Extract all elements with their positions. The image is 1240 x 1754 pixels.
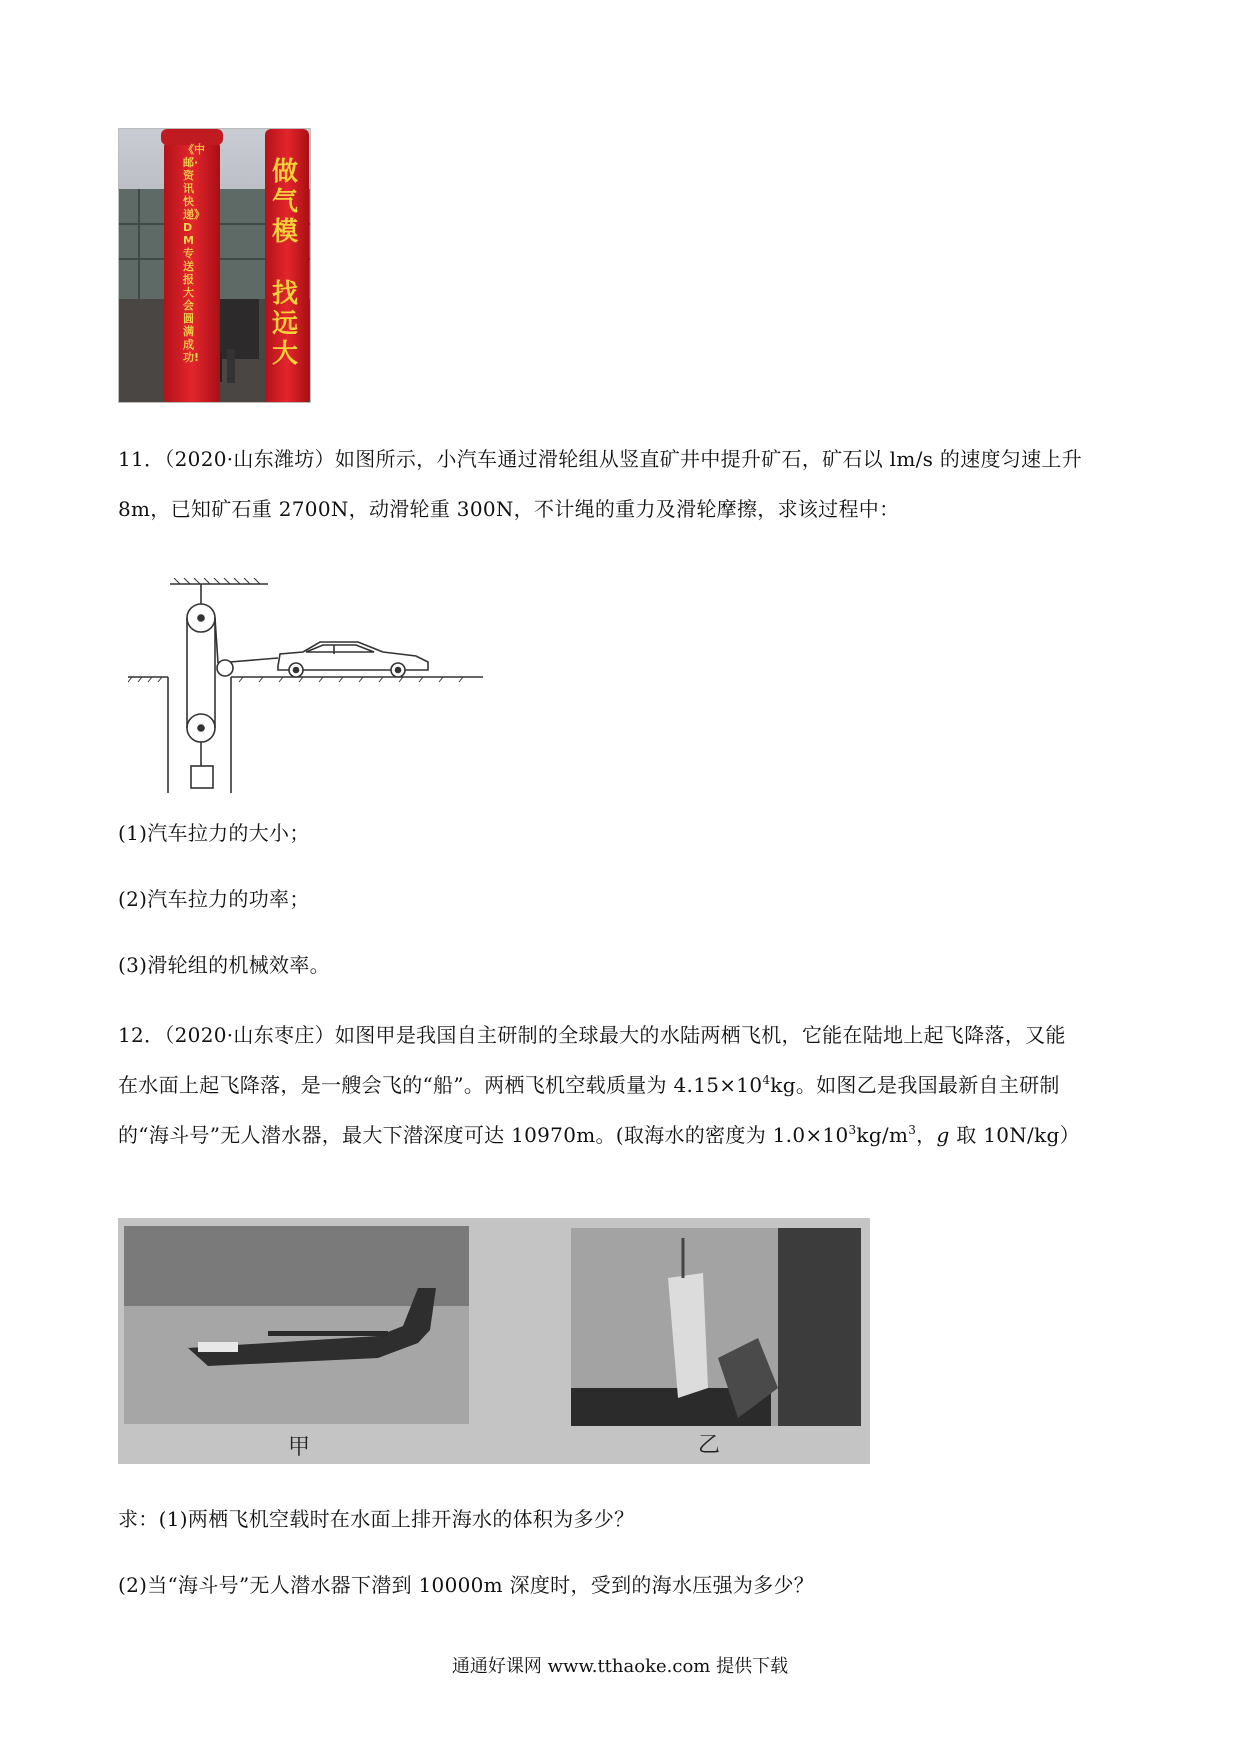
q11-sub-2: (2)汽车拉力的功率； bbox=[118, 887, 310, 911]
plane-submersible-photo bbox=[118, 1218, 870, 1464]
plane-submersible-illustration bbox=[118, 1218, 870, 1464]
question-12 bbox=[118, 1010, 1128, 1160]
ore-block bbox=[191, 766, 213, 788]
right-pillar-text-bottom: 找远大 bbox=[272, 279, 299, 369]
right-pillar-text-top: 做气模 bbox=[272, 157, 299, 247]
q11-line-1: 11．（2020·山东潍坊）如图所示，小汽车通过滑轮组从竖直矿井中提升矿石，矿石以 lm/s 的速度匀速上升 bbox=[118, 447, 1082, 471]
q12-line-2: 在水面上起飞降落，是一艘会飞的“船”。两栖飞机空载质量为 $4.15\times 10^4kg$。如图乙是我国最新自主研制 bbox=[118, 1073, 1060, 1097]
q12-source: （2020·山东枣庄） bbox=[164, 1023, 335, 1047]
q11-line-2: 8m，已知矿石重 2700N，动滑轮重 300N，不计绳的重力及滑轮摩擦，求该过程中： bbox=[118, 497, 900, 521]
figure-label-jia: 甲 bbox=[288, 1435, 311, 1460]
q11-number: 11． bbox=[118, 447, 165, 471]
page-footer: 通通好课网 www.tthaoke.com 提供下载 bbox=[451, 1656, 789, 1677]
q12-line-3: 的“海斗号”无人潜水器，最大下潜深度可达 10970m。(取海水的密度为 $1.0\times 10^3kg/m^3$，g 取 10N/kg） bbox=[118, 1123, 1080, 1147]
question-11 bbox=[118, 434, 1128, 534]
q12-number: 12． bbox=[118, 1023, 165, 1047]
q12-sub-2: (2)当“海斗号”无人潜水器下潜到 10000m 深度时，受到的海水压强为多少？ bbox=[118, 1573, 815, 1597]
left-pillar-text: 《中邮·资讯快递》DM专送报大会圆满成功! bbox=[183, 143, 205, 364]
q11-sub-1: (1)汽车拉力的大小； bbox=[118, 821, 310, 845]
q12-sub-1: 求：(1)两栖飞机空载时在水面上排开海水的体积为多少？ bbox=[118, 1507, 635, 1531]
balloon-pillar-photo bbox=[118, 128, 311, 403]
q11-sub-3: (3)滑轮组的机械效率。 bbox=[118, 953, 330, 977]
q11-source: （2020·山东潍坊） bbox=[164, 447, 335, 471]
pulley-car-diagram bbox=[128, 578, 488, 793]
figure-label-yi: 乙 bbox=[698, 1433, 721, 1458]
q12-line-1: 12．（2020·山东枣庄）如图甲是我国自主研制的全球最大的水陆两栖飞机，它能在陆地上起飞降落，又能 bbox=[118, 1023, 1066, 1047]
